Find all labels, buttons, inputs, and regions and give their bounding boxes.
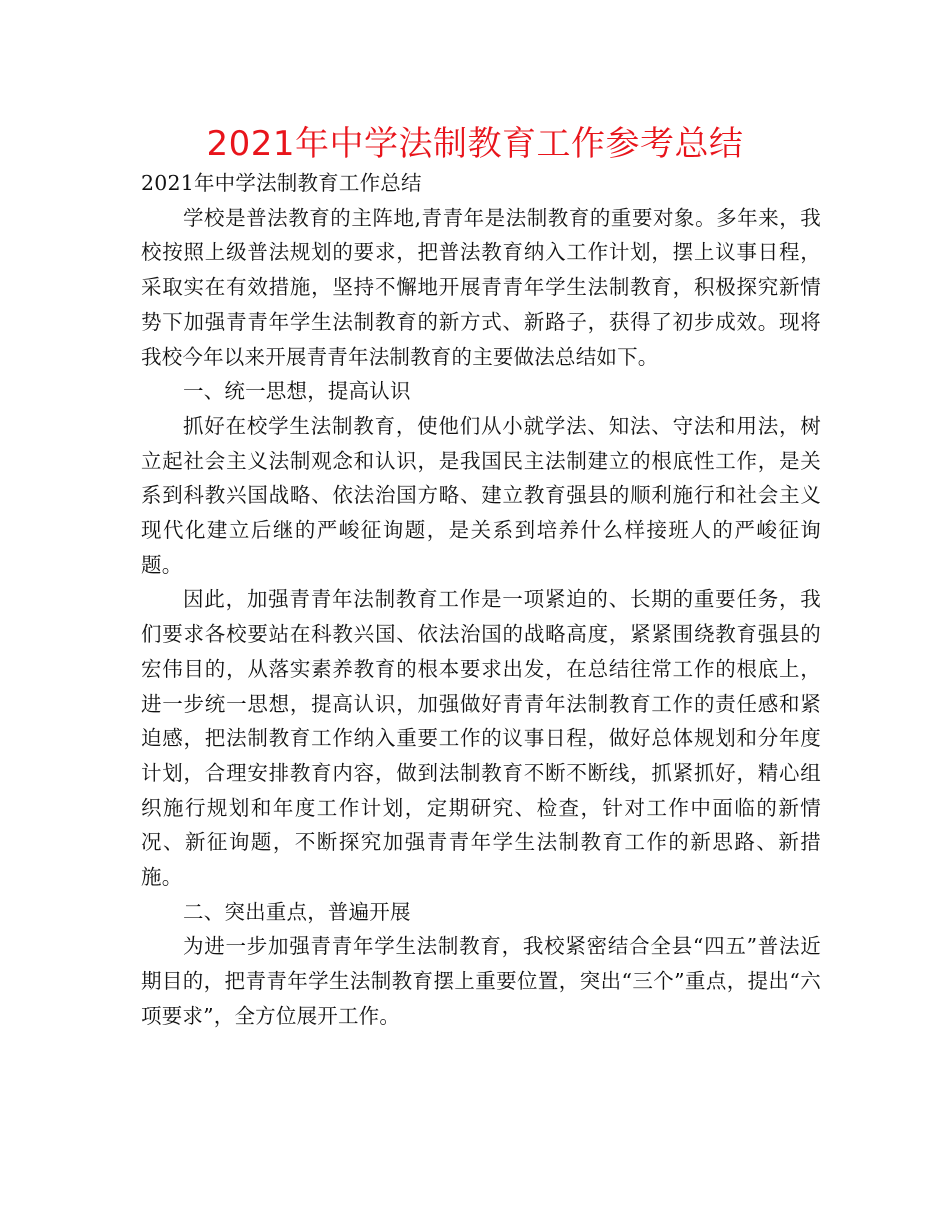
section-heading-1: 一、统一思想，提高认识 bbox=[183, 379, 411, 404]
paragraph-section1-a: 抓好在校学生法制教育，使他们从小就学法、知法、守法和用法，树立起社会主义法制观念和认识，是我国民主法制建立的根底性工作，是关系到科教兴国战略、依法治国方略、建立教育强县的顺利施行和社会主义现代化建立后继的严峻征询题，是关系到培养什么样接班人的严峻征询题。 bbox=[141, 413, 821, 577]
paragraph-section1-b: 因此，加强青青年法制教育工作是一项紧迫的、长期的重要任务，我们要求各校要站在科教兴国、依法治国的战略高度，紧紧围绕教育强县的宏伟目的，从落实素养教育的根本要求出发，在总结往常工作的根底上，进一步统一思想，提高认识，加强做好青青年法制教育工作的责任感和紧迫感，把法制教育工作纳入重要工作的议事日程，做好总体规划和分年度计划，合理安排教育内容，做到法制教育不断不断线，抓紧抓好，精心组织施行规划和年度工作计划，定期研究、检查，针对工作中面临的新情况、新征询题，不断探究加强青青年学生法制教育工作的新思路、新措施。 bbox=[141, 587, 821, 890]
paragraph-intro: 学校是普法教育的主阵地,青青年是法制教育的重要对象。多年来，我校按照上级普法规划的要求，把普法教育纳入工作计划，摆上议事日程，采取实在有效措施，坚持不懈地开展青青年学生法制教育，积极探究新情势下加强青青年学生法制教育的新方式、新路子，获得了初步成效。现将我校今年以来开展青青年法制教育的主要做法总结如下。 bbox=[141, 205, 821, 369]
document-subtitle: 2021年中学法制教育工作总结 bbox=[141, 171, 422, 195]
section-heading-2: 二、突出重点，普遍开展 bbox=[183, 899, 411, 924]
document-title: 2021年中学法制教育工作参考总结 bbox=[206, 124, 744, 164]
paragraph-section2: 为进一步加强青青年学生法制教育，我校紧密结合全县“四五”普法近期目的，把青青年学生法制教育摆上重要位置，突出“三个”重点，提出“六项要求”，全方位展开工作。 bbox=[141, 934, 821, 1028]
document-body bbox=[141, 166, 821, 1034]
